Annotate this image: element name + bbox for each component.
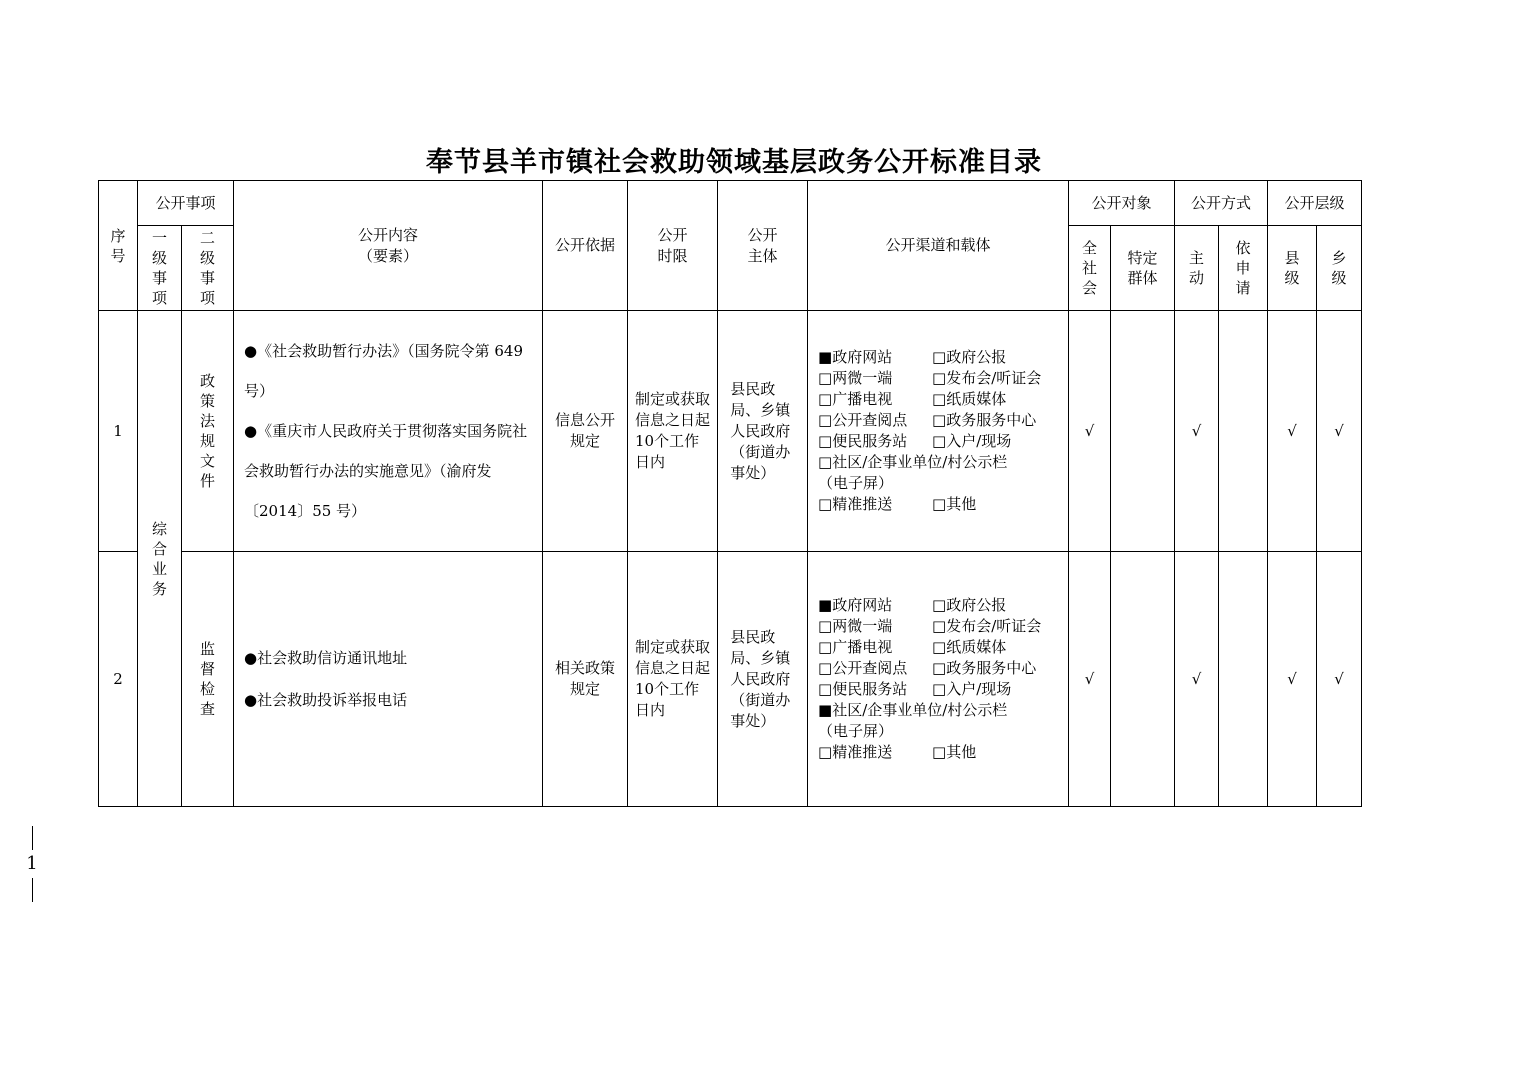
check-method-active: √ [1175, 552, 1219, 807]
row-seq: 1 [99, 311, 138, 552]
table-row [99, 552, 1362, 807]
channel-option: □便民服务站 [818, 680, 908, 698]
channel-option: □入户/现场 [932, 680, 1012, 698]
header-target-specific: 特定群体 [1111, 226, 1175, 311]
header-channels: 公开渠道和载体 [808, 181, 1069, 311]
channel-option: □政府公报 [932, 596, 1007, 614]
header-level-town: 乡级 [1317, 226, 1362, 311]
check-level-county: √ [1268, 311, 1317, 552]
row-time-limit: 制定或获取信息之日起10个工作日内 [628, 552, 718, 807]
channel-option: ■政府网站 [818, 596, 893, 614]
row-content [234, 311, 543, 552]
channel-option: □广播电视 [818, 390, 893, 408]
header-time-limit: 公开 时限 [628, 181, 718, 311]
channel-option: □公开查阅点 [818, 411, 908, 429]
check-level-town: √ [1317, 552, 1362, 807]
check-method-request [1219, 552, 1268, 807]
channel-option: □政务服务中心 [932, 411, 1037, 429]
channel-option: □入户/现场 [932, 432, 1012, 450]
row-subject: 县民政局、乡镇人民政府（街道办事处） [718, 552, 808, 807]
table-row [99, 311, 1362, 552]
header-target: 公开对象 [1069, 181, 1175, 226]
header-subject: 公开 主体 [718, 181, 808, 311]
row-basis: 信息公开规定 [543, 311, 628, 552]
page-title: 奉节县羊市镇社会救助领域基层政务公开标准目录 [426, 147, 1042, 178]
category-cell: 综合业务 [138, 311, 182, 807]
row-level2: 监督检查 [182, 552, 234, 807]
page-number: 1 [22, 826, 42, 902]
channel-option: □便民服务站 [818, 432, 908, 450]
content-item: ●《重庆市人民政府关于贯彻落实国务院社会救助暂行办法的实施意见》（渝府发〔2014〕55 号） [244, 422, 528, 520]
header-item: 公开事项 [138, 181, 234, 226]
header-seq: 序号 [99, 181, 138, 311]
channel-option: □公开查阅点 [818, 659, 908, 677]
check-target-specific [1111, 552, 1175, 807]
channel-option: ■政府网站 [818, 348, 893, 366]
header-target-all: 全社会 [1069, 226, 1111, 311]
check-target-all: √ [1069, 311, 1111, 552]
channel-option: □广播电视 [818, 638, 893, 656]
content-item: ●《社会救助暂行办法》（国务院令第 649 号） [244, 342, 524, 400]
header-content: 公开内容 （要素） [234, 181, 543, 311]
channel-option-note: （电子屏） [818, 474, 894, 492]
channel-option: □政务服务中心 [932, 659, 1037, 677]
row-channels [808, 552, 1069, 807]
header-level-county: 县级 [1268, 226, 1317, 311]
check-level-county: √ [1268, 552, 1317, 807]
header-method-request: 依申请 [1219, 226, 1268, 311]
content-item: ●社会救助信访通讯地址 [244, 649, 408, 667]
check-level-town: √ [1317, 311, 1362, 552]
header-basis: 公开依据 [543, 181, 628, 311]
channel-option: □其他 [932, 495, 977, 513]
channel-option: □政府公报 [932, 348, 1007, 366]
header-level: 公开层级 [1268, 181, 1362, 226]
content-item: ●社会救助投诉举报电话 [244, 691, 408, 709]
row-channels [808, 311, 1069, 552]
channel-option: □纸质媒体 [932, 638, 1007, 656]
row-basis: 相关政策规定 [543, 552, 628, 807]
channel-option: □两微一端 [818, 617, 893, 635]
channel-option: □发布会/听证会 [932, 369, 1042, 387]
check-target-specific [1111, 311, 1175, 552]
channel-option: □其他 [932, 743, 977, 761]
channel-option: ■社区/企事业单位/村公示栏 [818, 701, 1008, 719]
channel-option: □精准推送 [818, 743, 893, 761]
channel-option: □纸质媒体 [932, 390, 1007, 408]
check-method-request [1219, 311, 1268, 552]
disclosure-table [98, 180, 1362, 807]
channel-option: □发布会/听证会 [932, 617, 1042, 635]
channel-option: □社区/企事业单位/村公示栏 [818, 453, 1008, 471]
row-seq: 2 [99, 552, 138, 807]
row-time-limit: 制定或获取信息之日起10个工作日内 [628, 311, 718, 552]
header-method-active: 主动 [1175, 226, 1219, 311]
row-level2: 政策法规文件 [182, 311, 234, 552]
channel-option-note: （电子屏） [818, 722, 894, 740]
header-method: 公开方式 [1175, 181, 1268, 226]
header-level1: 一级事项 [138, 226, 182, 311]
check-target-all: √ [1069, 552, 1111, 807]
channel-option: □两微一端 [818, 369, 893, 387]
header-level2: 二级事项 [182, 226, 234, 311]
channel-option: □精准推送 [818, 495, 893, 513]
row-subject: 县民政局、乡镇人民政府（街道办事处） [718, 311, 808, 552]
row-content [234, 552, 543, 807]
check-method-active: √ [1175, 311, 1219, 552]
